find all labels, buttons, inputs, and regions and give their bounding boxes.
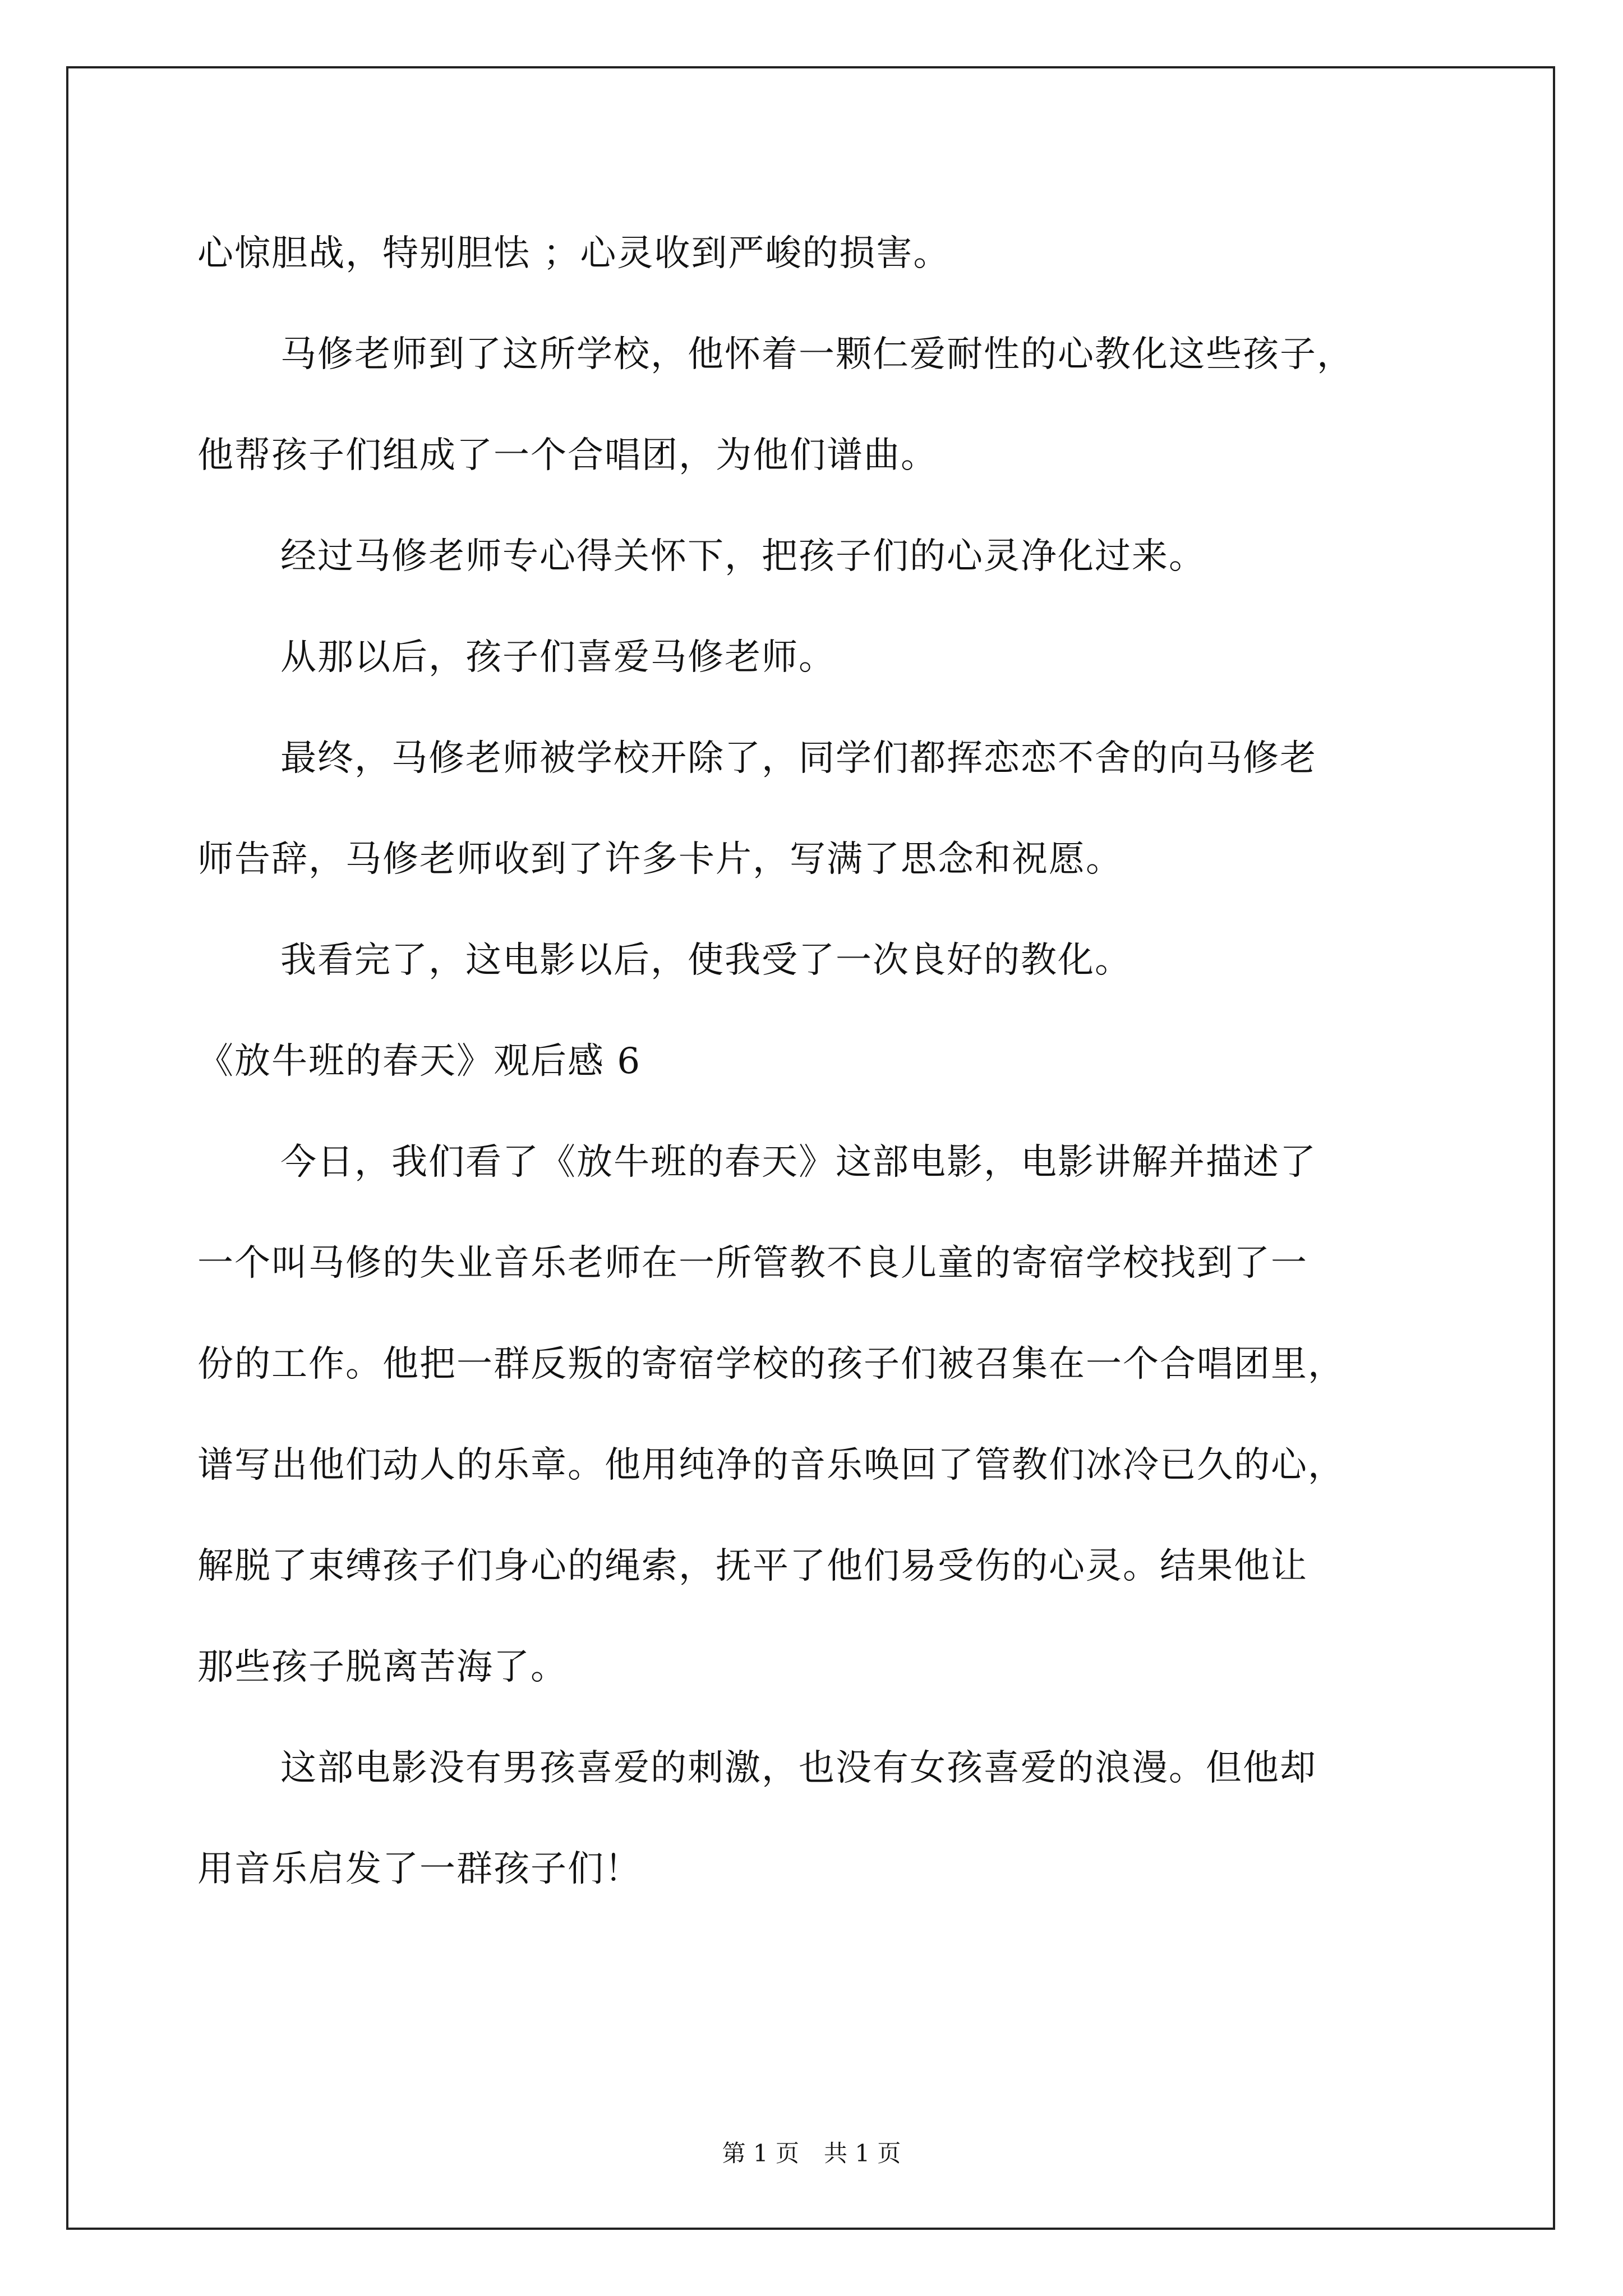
- text-line: 解脱了束缚孩子们身心的绳索，抚平了他们易受伤的心灵。结果他让: [197, 1545, 1308, 1587]
- paragraph-start-line: 马修老师到了这所学校，他怀着一颗仁爱耐性的心教化这些孩子，: [280, 334, 1354, 375]
- text-line: 那些孩子脱离苦海了。: [197, 1646, 568, 1688]
- paragraph-start-line: 从那以后，孩子们喜爱马修老师。: [280, 637, 836, 678]
- paragraph-start-line: 我看完了，这电影以后，使我受了一次良好的教化。: [280, 940, 1132, 981]
- paragraph-start-line: 今日，我们看了《放牛班的春天》这部电影，电影讲解并描述了: [280, 1142, 1317, 1183]
- text-line: 心惊胆战，特别胆怯 ；心灵收到严峻的损害。: [197, 233, 951, 274]
- page-footer: [0, 2139, 1623, 2167]
- text-line: 谱写出他们动人的乐章。他用纯净的音乐唤回了管教们冰冷已久的心，: [197, 1444, 1345, 1486]
- text-line: 他帮孩子们组成了一个合唱团，为他们谱曲。: [197, 435, 938, 476]
- section-title: 《放牛班的春天》观后感 6: [197, 1041, 642, 1082]
- text-line: 用音乐启发了一群孩子们！: [197, 1848, 642, 1890]
- text-line: 师告辞，马修老师收到了许多卡片，写满了思念和祝愿。: [197, 839, 1123, 880]
- paragraph-start-line: 经过马修老师专心得关怀下，把孩子们的心灵净化过来。: [280, 536, 1206, 577]
- paragraph-start-line: 这部电影没有男孩喜爱的刺激，也没有女孩喜爱的浪漫。但他却: [280, 1747, 1317, 1789]
- page-total: 共 1 页: [824, 2139, 901, 2167]
- page-number: 第 1 页: [722, 2139, 799, 2167]
- paragraph-start-line: 最终，马修老师被学校开除了，同学们都挥恋恋不舍的向马修老: [280, 738, 1317, 779]
- text-line: 一个叫马修的失业音乐老师在一所管教不良儿童的寄宿学校找到了一: [197, 1243, 1308, 1284]
- text-line: 份的工作。他把一群反叛的寄宿学校的孩子们被召集在一个合唱团里，: [197, 1343, 1345, 1385]
